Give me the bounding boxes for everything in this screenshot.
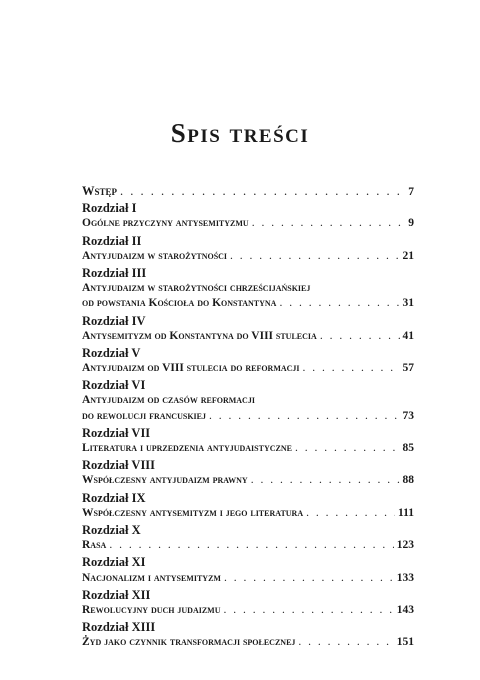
leader-dots [279,296,399,311]
toc-entry[interactable] [82,249,414,264]
table-of-contents [82,184,414,650]
toc-page-number: 85 [402,442,414,454]
chapter-heading: Rozdział IV [82,313,146,328]
chapter-heading: Rozdział IX [82,490,146,505]
chapter-heading: Rozdział III [82,265,147,280]
toc-page-number: 123 [396,539,414,552]
toc-entry-line: Antyjudaizm w starożytności chrześcijańskiej [82,282,311,295]
toc-entry-label: od powstania Kościoła do Konstantyna [82,297,277,310]
toc-entry-label: Nacjonalizm i antysemityzm [82,571,221,584]
leader-dots [295,441,400,456]
toc-entry-label: Rewolucyjny duch judaizmu [82,603,221,616]
toc-entry[interactable] [82,571,414,586]
leader-dots [320,329,400,344]
chapter-heading: Rozdział VIII [82,458,156,473]
leader-dots [120,184,405,199]
leader-dots [230,249,399,264]
leader-dots [251,473,400,488]
toc-entry-label: Wstęp [82,184,118,198]
toc-entry[interactable] [82,329,414,344]
leader-dots [303,361,400,376]
toc-entry[interactable] [82,506,414,521]
chapter-heading: Rozdział VII [82,425,151,440]
toc-entry-label: Antysemityzm od Konstantyna do VIII stulecia [82,329,317,342]
toc-page-number: 111 [398,506,414,519]
toc-page-number: 7 [408,186,414,198]
toc-entry-label: Antyjudaizm od VIII stulecia do reformacji [82,362,300,375]
toc-chapters [82,201,414,650]
toc-entry-label: do rewolucji francuskiej [82,409,206,422]
toc-page-number: 9 [408,217,414,230]
toc-page-number: 31 [402,297,414,310]
toc-entry-label: Współczesny antysemityzm i jego literatura [82,506,304,519]
toc-entry-label: Ogólne przyczyny antysemityzmu [82,217,249,230]
chapter-heading: Rozdział VI [82,378,146,393]
chapter-heading: Rozdział V [82,345,141,360]
toc-page-number: 57 [402,362,414,375]
toc-entry[interactable] [82,296,414,311]
toc-page-number: 143 [396,603,414,616]
toc-entry[interactable] [82,409,414,424]
toc-entry-label: Żyd jako czynnik transformacji społecznej [82,636,296,649]
chapter-heading: Rozdział XIII [82,620,156,635]
toc-entry-intro[interactable] [82,184,414,199]
toc-entry[interactable] [82,635,414,650]
toc-page-number: 41 [402,329,414,342]
leader-dots [109,538,393,553]
toc-page-number: 73 [402,409,414,422]
toc-page-number: 133 [396,571,414,584]
toc-entry-label: Literatura i uprzedzenia antyjudaistyczne [82,442,292,454]
leader-dots [209,409,400,424]
toc-entry[interactable] [82,441,414,456]
leader-dots [224,571,394,586]
toc-entry[interactable] [82,216,414,231]
chapter-heading: Rozdział X [82,522,141,537]
toc-entry[interactable] [82,538,414,553]
leader-dots [252,216,406,231]
toc-entry[interactable] [82,603,414,618]
chapter-heading: Rozdział II [82,233,142,248]
chapter-heading: Rozdział XII [82,587,151,602]
toc-entry[interactable] [82,361,414,376]
chapter-heading: Rozdział XI [82,555,146,570]
leader-dots [298,635,393,650]
toc-entry-line: Antyjudaizm od czasów reformacji [82,394,255,407]
toc-entry-label: Antyjudaizm w starożytności [82,249,228,262]
toc-page-number: 21 [402,249,414,262]
toc-entry[interactable] [82,473,414,488]
leader-dots [224,603,394,618]
toc-entry-label: Rasa [82,539,107,552]
toc-page-number: 151 [396,636,414,649]
page-title: Spis treści [170,118,310,148]
leader-dots [306,506,395,521]
chapter-heading: Rozdział I [82,201,137,216]
toc-page-number: 88 [402,474,414,487]
toc-entry-label: Współczesny antyjudaizm prawny [82,474,248,487]
